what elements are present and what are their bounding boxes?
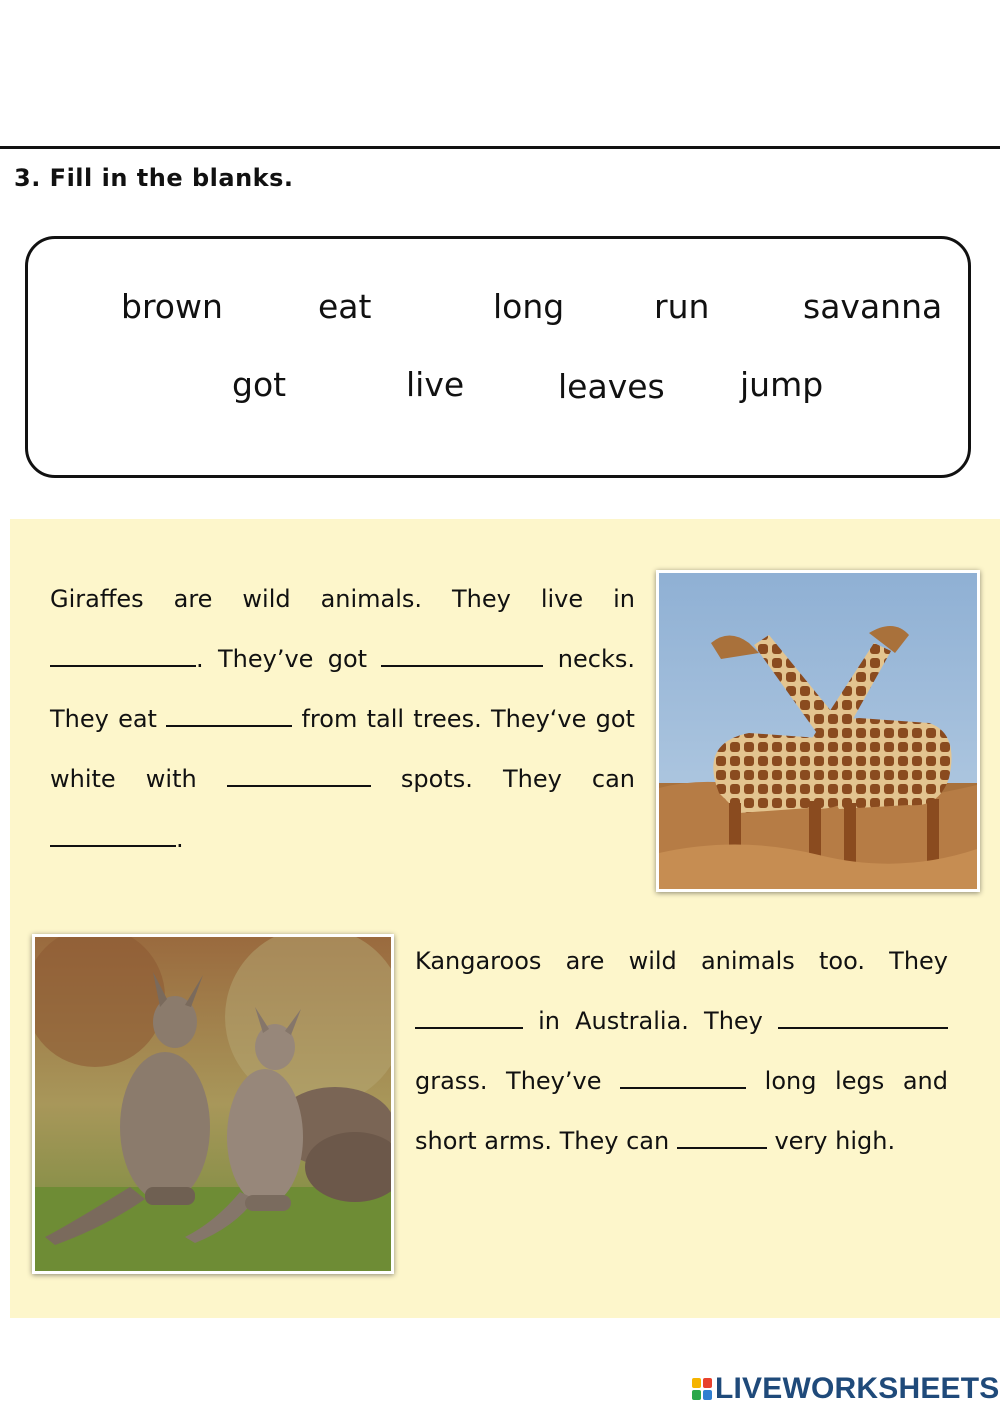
blank-input[interactable] [166,707,292,727]
logo-grid-icon [692,1378,712,1400]
giraffes-photo [656,570,980,892]
word-bank-item: eat [318,287,372,326]
top-divider [0,146,1000,149]
word-bank-item: leaves [558,367,665,406]
kangaroos-photo [32,934,394,1274]
logo-text: LIVEWORKSHEETS [715,1372,1000,1405]
word-bank [25,236,971,478]
logo-square [703,1390,712,1400]
blank-input[interactable] [778,1009,948,1029]
word-bank-item: got [232,365,287,404]
word-bank-item: savanna [803,287,943,326]
blank-input[interactable] [227,767,371,787]
logo-square [703,1378,712,1388]
word-bank-item: run [654,287,710,326]
word-bank-item: brown [121,287,223,326]
giraffe-paragraph: Giraffes are wild animals. They live in . They’ve got necks. They eat from tall trees. They‘ve got white with spots. They can . [50,585,635,853]
blank-input[interactable] [620,1069,746,1089]
exercise-heading: 3. Fill in the blanks. [14,164,294,192]
blank-input[interactable] [50,827,176,847]
blank-input[interactable] [415,1009,523,1029]
liveworksheets-logo [692,1372,1000,1406]
blank-input[interactable] [677,1129,767,1149]
blank-input[interactable] [381,647,543,667]
word-bank-item: live [406,365,465,404]
logo-square [692,1390,701,1400]
word-bank-item: jump [740,365,824,404]
blank-input[interactable] [50,647,196,667]
word-bank-item: long [493,287,565,326]
logo-square [692,1378,701,1388]
kangaroo-paragraph: Kangaroos are wild animals too. They in Australia. They grass. They’ve long legs and short arms. They can very high. [415,947,948,1155]
